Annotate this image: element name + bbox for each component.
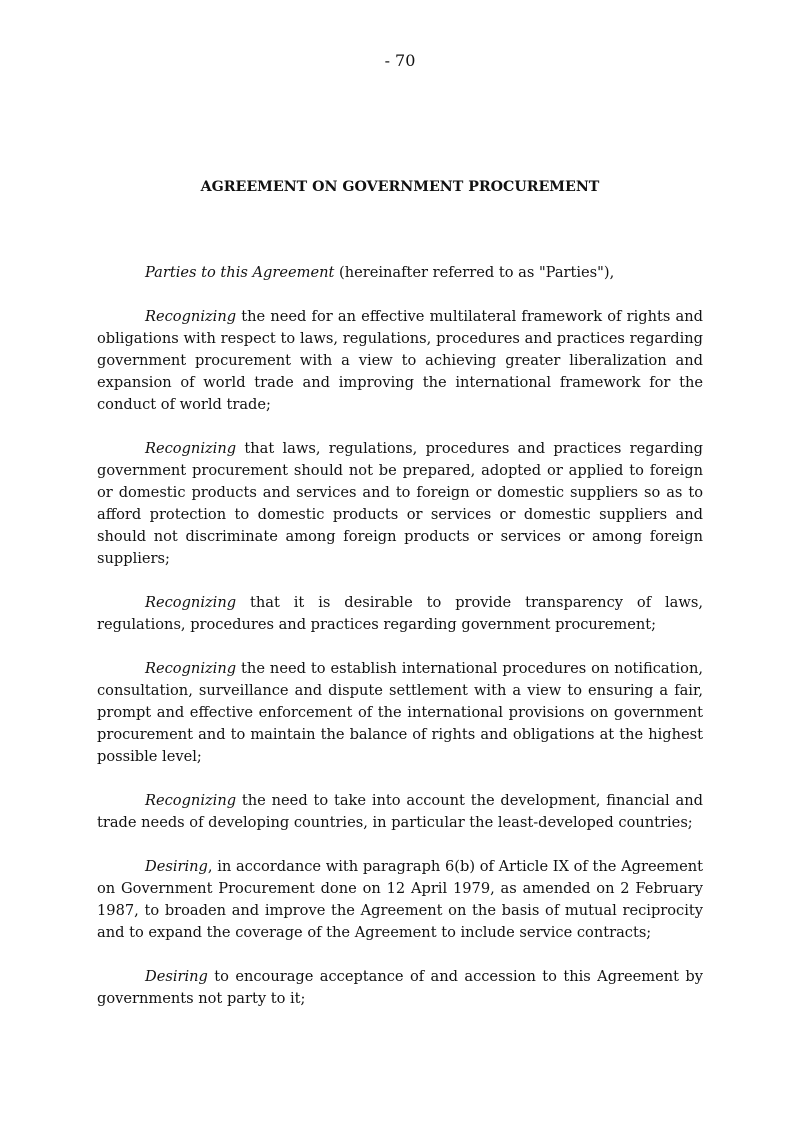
preamble-desiring-broaden xyxy=(97,856,703,944)
paragraph-lead: Recognizing xyxy=(145,594,237,611)
paragraph-lead: Desiring xyxy=(145,858,208,875)
paragraph-lead: Recognizing xyxy=(145,660,237,677)
preamble-recognizing-procedures xyxy=(97,658,703,768)
preamble-recognizing-transparency xyxy=(97,592,703,636)
paragraph-lead: Recognizing xyxy=(145,792,237,809)
preamble-parties xyxy=(97,262,703,284)
document-title: AGREEMENT ON GOVERNMENT PROCUREMENT xyxy=(200,179,600,195)
paragraph-text: (hereinafter referred to as "Parties"), xyxy=(334,264,615,281)
paragraph-text: to encourage acceptance of and accession to this Agreement by governments not party to it; xyxy=(97,968,703,1007)
paragraph-lead: Parties to this Agreement xyxy=(145,264,335,281)
preamble-desiring-accession xyxy=(97,966,703,1010)
paragraph-text: the need to take into account the development, financial and trade needs of developing countries, in particular the least-developed countries; xyxy=(97,792,703,831)
preamble-recognizing-non-discrimination xyxy=(97,438,703,570)
preamble-recognizing-developing-countries xyxy=(97,790,703,834)
paragraph-text: the need to establish international procedures on notification, consultation, surveillance and dispute settlement with a view to ensuring a fair, prompt and effective enforcement of the international provisions on government procurement and to maintain the balance of rights and obligations at the highest possible level; xyxy=(97,660,703,765)
paragraph-text: that it is desirable to provide transparency of laws, regulations, procedures and practices regarding government procurement; xyxy=(97,594,703,633)
paragraph-text: the need for an effective multilateral framework of rights and obligations with respect to laws, regulations, procedures and practices regarding government procurement with a view to achieving greater liberalization and expansion of world trade and improving the international framework for the conduct of world trade; xyxy=(97,308,703,413)
paragraph-lead: Recognizing xyxy=(145,440,237,457)
paragraph-lead: Recognizing xyxy=(145,308,237,325)
paragraph-text: that laws, regulations, procedures and practices regarding government procurement should not be prepared, adopted or applied to foreign or domestic products and services and to foreign or domestic suppliers so as to afford protection to domestic products or services or domestic suppliers and should not discriminate among foreign products or services or among foreign suppliers; xyxy=(97,440,703,567)
page-number: - 70 xyxy=(384,51,416,70)
preamble-recognizing-framework xyxy=(97,306,703,416)
paragraph-text: , in accordance with paragraph 6(b) of Article IX of the Agreement on Government Procurement done on 12 April 1979, as amended on 2 February 1987, to broaden and improve the Agreement on the basis of mutual reciprocity and to expand the coverage of the Agreement to include service contracts; xyxy=(97,858,703,941)
paragraph-lead: Desiring xyxy=(145,968,208,985)
document-body xyxy=(97,262,703,1032)
